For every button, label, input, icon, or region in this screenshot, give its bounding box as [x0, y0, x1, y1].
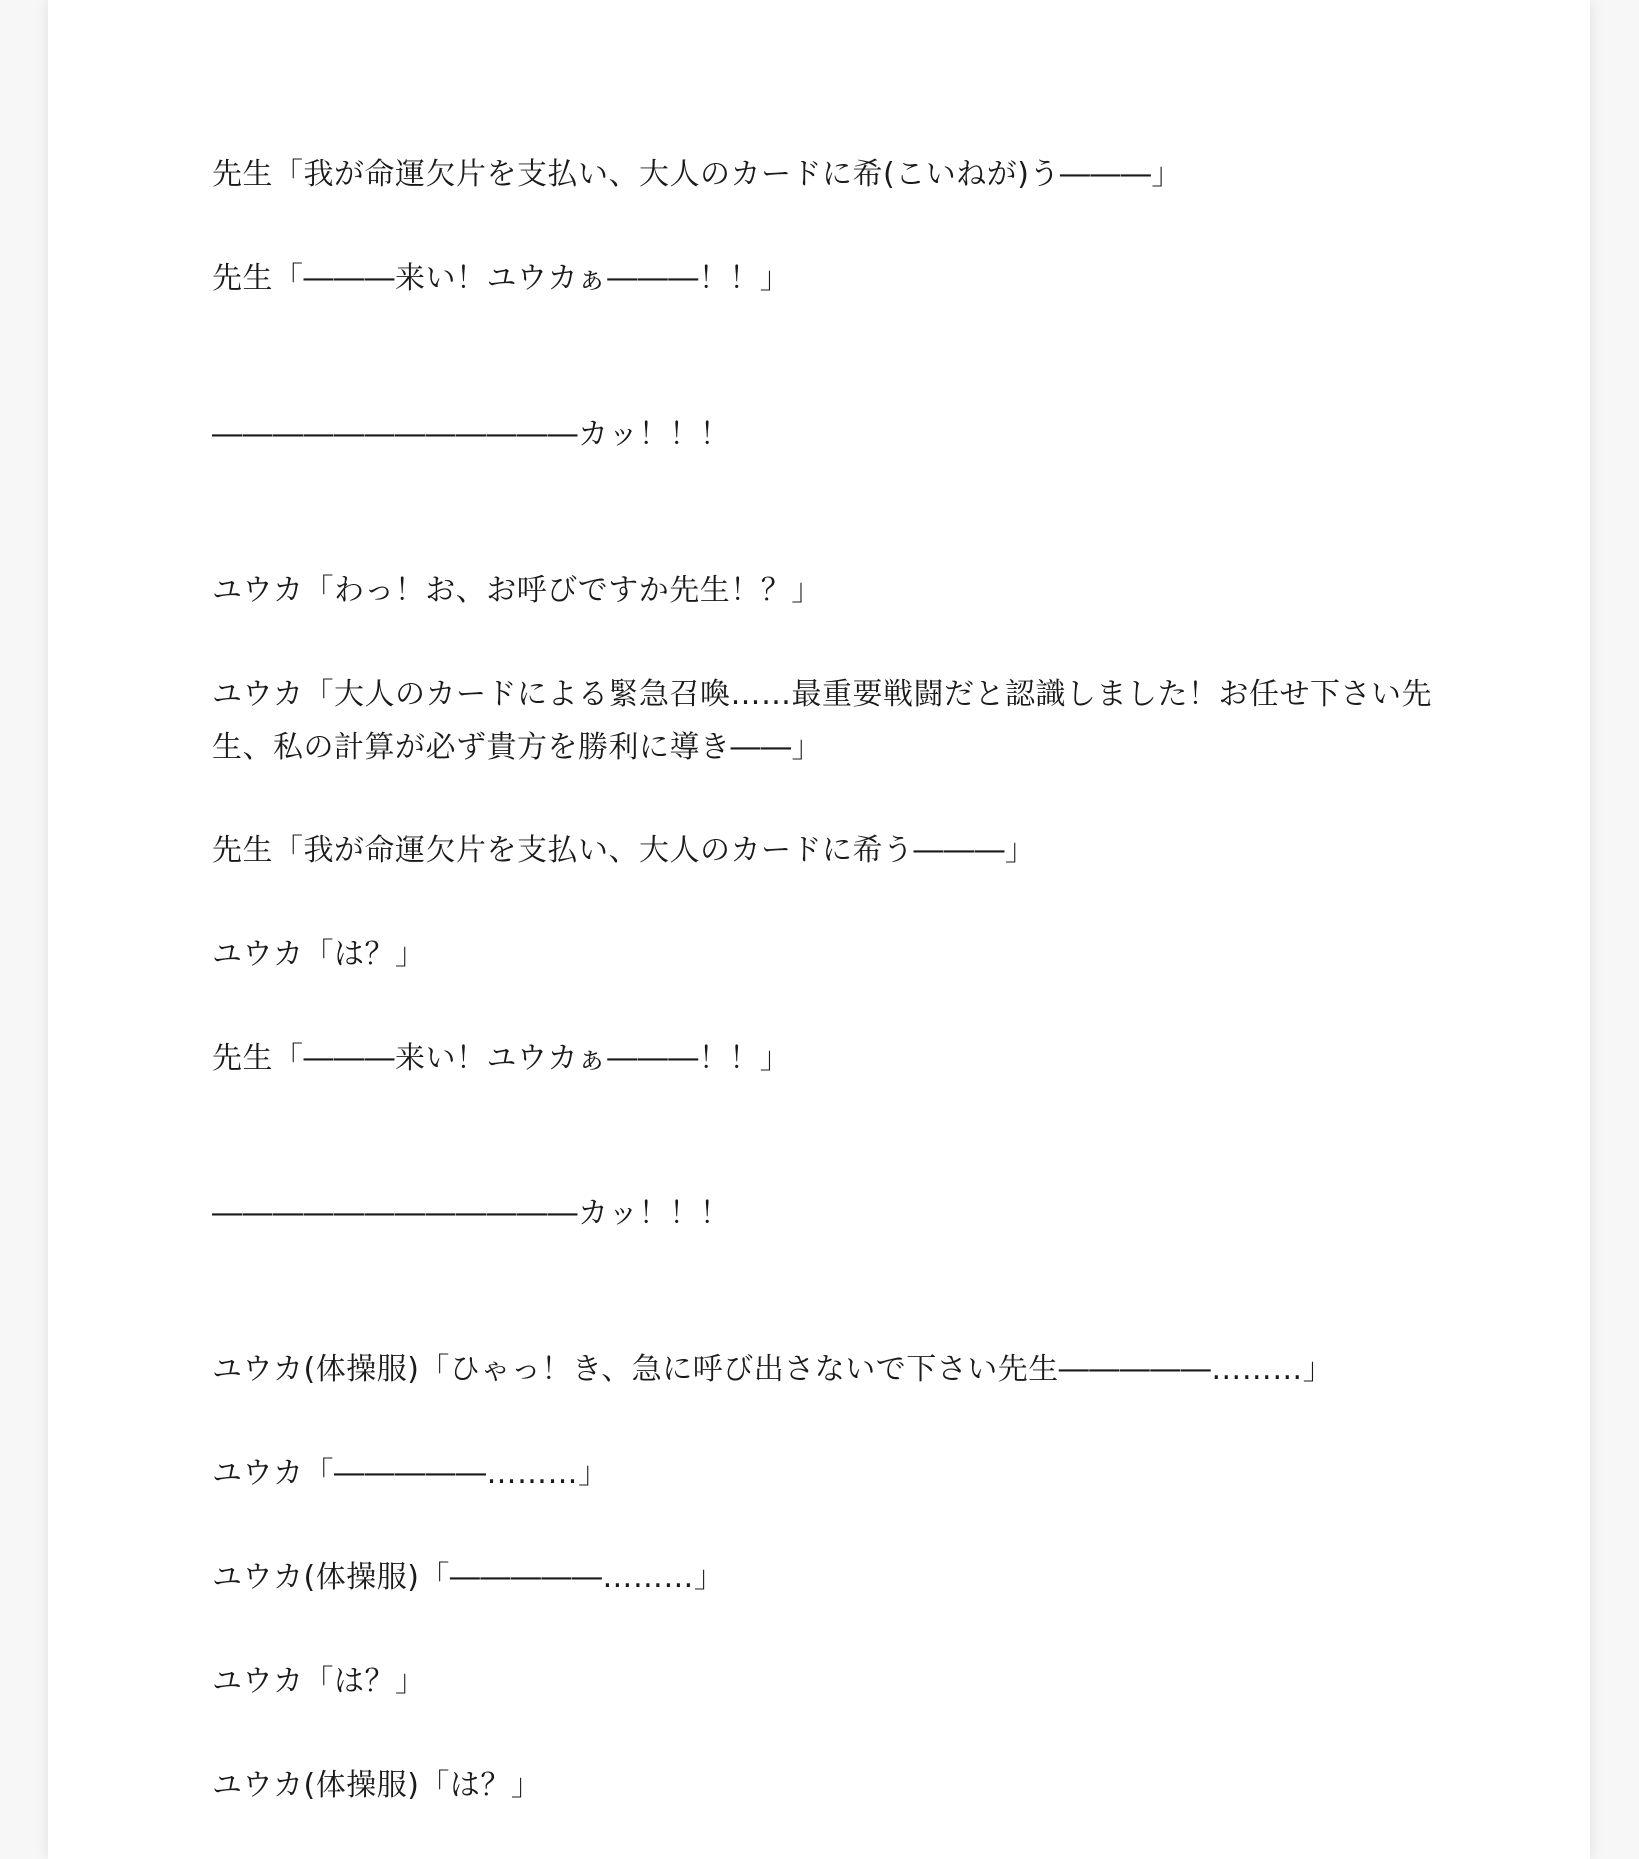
dialogue-line: ユウカ(体操服)「ひゃっ！き、急に呼び出さないで下さい先生―――――………」: [212, 1352, 1334, 1387]
document-page: [48, 0, 1590, 1859]
dialogue-line: ユウカ「は？」: [212, 1664, 426, 1699]
dialogue-line: ユウカ(体操服)「は？」: [212, 1768, 542, 1803]
dialogue-line: ユウカ「は？」: [212, 937, 426, 972]
dialogue-line: ユウカ「大人のカードによる緊急召喚……最重要戦闘だと認識しました！お任せ下さい先: [212, 677, 1432, 712]
dialogue-line: 先生「―――来い！ユウカぁ―――！！」: [212, 261, 791, 296]
dialogue-line-continuation: 生、私の計算が必ず貴方を勝利に導き――」: [212, 730, 822, 765]
dialogue-line: 先生「―――来い！ユウカぁ―――！！」: [212, 1041, 791, 1076]
dialogue-line: ユウカ「わっ！お、お呼びですか先生！？」: [212, 573, 822, 608]
dialogue-line: ユウカ(体操服)「―――――………」: [212, 1560, 725, 1595]
dialogue-line: 先生「我が命運欠片を支払い、大人のカードに希(こいねが)う―――」: [212, 157, 1182, 192]
sound-effect-line: ――――――――――――カッ！！！: [212, 417, 731, 452]
dialogue-line: ユウカ「―――――………」: [212, 1456, 609, 1491]
dialogue-line: 先生「我が命運欠片を支払い、大人のカードに希う―――」: [212, 833, 1036, 868]
sound-effect-line: ――――――――――――カッ！！！: [212, 1196, 731, 1231]
